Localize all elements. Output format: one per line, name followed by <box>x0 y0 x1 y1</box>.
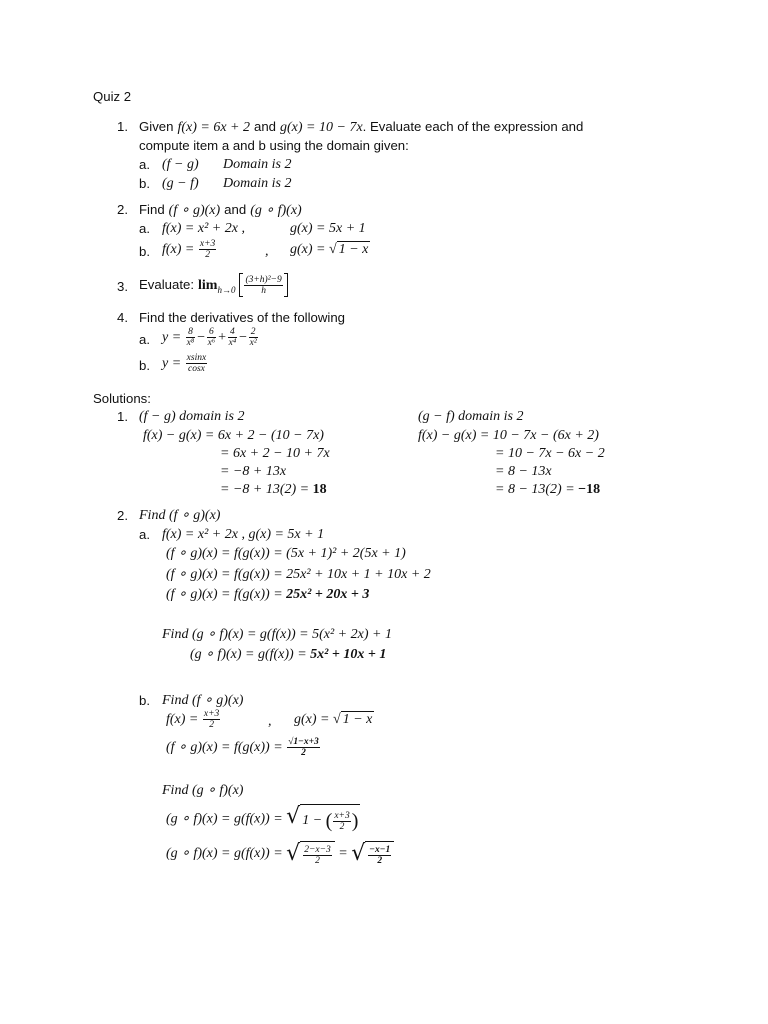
s1-left-line5: = −8 + 13(2) = 18 <box>220 482 327 497</box>
s2-heading: Find (f ∘ g)(x) <box>139 508 221 523</box>
q2a-gx: g(x) = 5x + 1 <box>290 221 366 236</box>
q2b-gx: g(x) = √ 1 − x <box>290 242 369 257</box>
q2b-fx-fraction: $\frac{x+3}{2}$ <box>199 239 216 261</box>
s2a-given: f(x) = x² + 2x , g(x) = 5x + 1 <box>162 527 325 542</box>
q3-right-bracket <box>284 273 288 297</box>
q2b-label: b. <box>139 244 150 259</box>
s1-right-line2: f(x) − g(x) = 10 − 7x − (6x + 2) <box>418 428 599 443</box>
q4b-expr: y = $\frac{xsinx}{\cos x}$ <box>162 353 207 375</box>
q4b-label: b. <box>139 358 150 373</box>
q1-line2: compute item a and b using the domain given: <box>139 138 409 153</box>
s2a-answer-fog: 25x² + 20x + 3 <box>286 587 370 602</box>
s2b-fog: (f ∘ g)(x) = f(g(x)) = $\frac{√1-x+3}{2}$ <box>166 737 319 759</box>
q1b-expr: (g − f) <box>162 176 199 191</box>
s1-number: 1. <box>117 409 128 424</box>
q2-number: 2. <box>117 202 128 217</box>
s2b-gof-line2: (g ∘ f)(x) = g(f(x)) = √ $\frac{2-x-3}{2}$ = √ $\frac{-x-1}{2}$ <box>166 840 394 868</box>
q4-text: Find the derivatives of the following <box>139 310 345 325</box>
s2a-line4: Find (g ∘ f)(x) = g(f(x)) = 5(x² + 2x) + 1 <box>162 627 392 642</box>
q4a-label: a. <box>139 332 150 347</box>
s1-left-line4: = −8 + 13x <box>220 464 287 479</box>
q3-fraction: $\frac{\text{(3+h)²−9}}{h}$ <box>245 274 282 296</box>
s2b-gof-line1: (g ∘ f)(x) = g(f(x)) = √ 1 − ( $\frac{x+3}{2}$ ) <box>166 804 360 835</box>
q2a-label: a. <box>139 221 150 236</box>
s2b-comma: , <box>268 714 272 729</box>
q3-lim: lim <box>198 278 218 293</box>
s1-right-line4: = 8 − 13x <box>495 464 552 479</box>
q3-left-bracket <box>239 273 243 297</box>
q1-number: 1. <box>117 119 128 134</box>
s2a-line3: (f ∘ g)(x) = f(g(x)) = 25x² + 20x + 3 <box>166 587 370 602</box>
s2b-heading: Find (f ∘ g)(x) <box>162 693 244 708</box>
s1-left-line3: = 6x + 2 − 10 + 7x <box>220 446 330 461</box>
s2a-line5: (g ∘ f)(x) = g(f(x)) = 5x² + 10x + 1 <box>190 647 387 662</box>
q2b-gx-radicand: 1 − x <box>338 242 369 257</box>
q2b-fx: f(x) = $\frac{x+3}{2}$ <box>162 239 216 261</box>
q1a-label: a. <box>139 157 150 172</box>
q1-fx: f(x) = 6x + 2 <box>177 120 250 135</box>
s2a-label: a. <box>139 527 150 542</box>
q3-line: Evaluate: $\lim_{h\to 0}$ $\frac{\text{(3+h)²−9}}{h}$ <box>139 272 288 303</box>
s2a-line2: (f ∘ g)(x) = f(g(x)) = 25x² + 10x + 1 + 10x + 2 <box>166 567 431 582</box>
q1-line1: Given f(x) = 6x + 2 and g(x) = 10 − 7x. Evaluate each of the expression and <box>139 119 584 135</box>
q3-number: 3. <box>117 279 128 294</box>
q1b-domain: Domain is 2 <box>223 176 292 191</box>
s1-left-answer: 18 <box>312 482 327 497</box>
s2b-fx: f(x) = $\frac{x+3}{2}$ <box>166 709 220 731</box>
s1-left-line1: (f − g) domain is 2 <box>139 409 245 424</box>
solutions-heading: Solutions: <box>93 391 151 406</box>
q1a-expr: (f − g) <box>162 157 199 172</box>
s1-right-line1: (g − f) domain is 2 <box>418 409 524 424</box>
q2a-fx: f(x) = x² + 2x , <box>162 221 245 236</box>
s1-right-line5: = 8 − 13(2) = −18 <box>495 482 601 497</box>
q4-number: 4. <box>117 310 128 325</box>
s1-left-line2: f(x) − g(x) = 6x + 2 − (10 − 7x) <box>143 428 324 443</box>
q1b-label: b. <box>139 176 150 191</box>
s1-right-answer: −18 <box>578 482 601 497</box>
s2b-heading2: Find (g ∘ f)(x) <box>162 783 244 798</box>
q2-line: Find (f ∘ g)(x) and (g ∘ f)(x) <box>139 202 302 218</box>
s2b-gx: g(x) = √ 1 − x <box>294 712 373 727</box>
q1a-domain: Domain is 2 <box>223 157 292 172</box>
s2a-line1: (f ∘ g)(x) = f(g(x)) = (5x + 1)² + 2(5x + 1) <box>166 546 406 561</box>
s2b-gof1-sqrt: √ 1 − ( $\frac{x+3}{2}$ ) <box>286 804 360 835</box>
q1-gx: g(x) = 10 − 7x <box>280 120 363 135</box>
s1-right-line3: = 10 − 7x − 6x − 2 <box>495 446 605 461</box>
s2b-label: b. <box>139 693 150 708</box>
quiz-title: Quiz 2 <box>93 89 132 104</box>
s2-number: 2. <box>117 508 128 523</box>
q4a-expr: y = $\frac{8}{\text{x⁸}}$ − $\frac{6}{\text{x⁶}}$ + $\frac{4}{\text{x⁴}}$ − $\frac{2}{\text{x²}}$ <box>162 327 257 349</box>
s2a-answer-gof: 5x² + 10x + 1 <box>310 647 387 662</box>
q2b-comma: , <box>265 244 269 259</box>
